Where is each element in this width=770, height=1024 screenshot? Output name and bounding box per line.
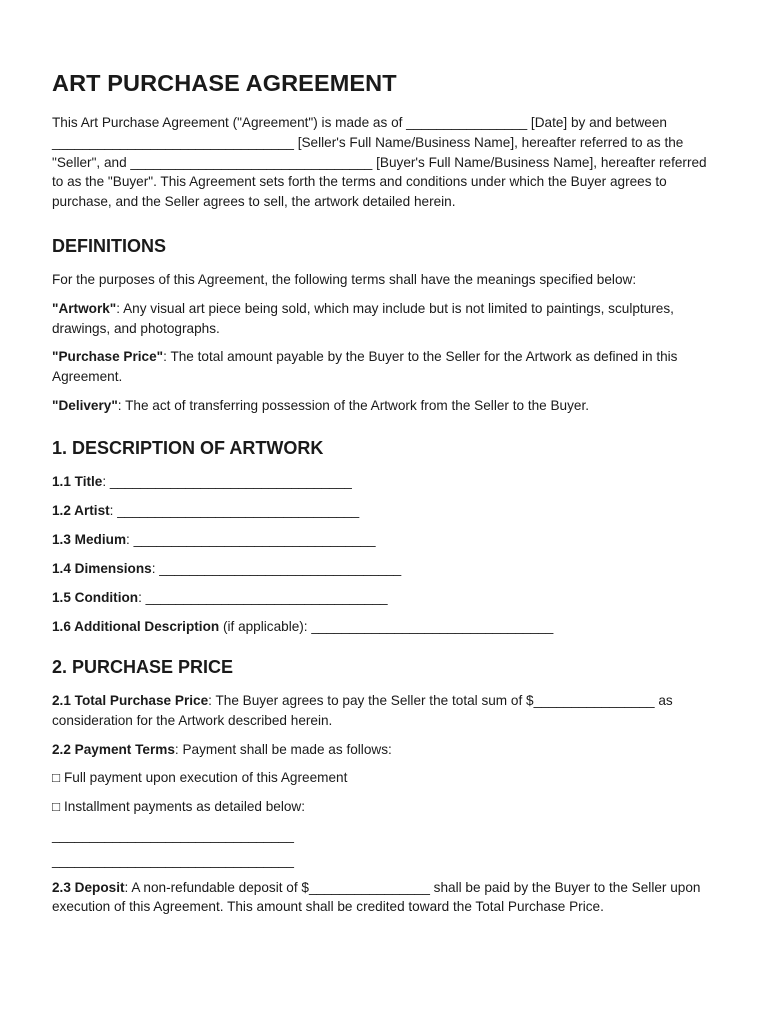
- field-label: 1.5 Condition: [52, 590, 139, 606]
- field-blank: : ________________________________: [126, 531, 376, 547]
- clause-label: 2.1 Total Purchase Price: [52, 693, 209, 709]
- definition-text: : The total amount payable by the Buyer to the Seller for the Artwork as defined in this Agreement.: [52, 349, 678, 385]
- definition-purchase-price: [52, 347, 718, 387]
- installment-blank-line: ________________________________: [52, 828, 294, 844]
- definitions-heading: DEFINITIONS: [52, 235, 167, 256]
- field-label: 1.1 Title: [52, 473, 103, 489]
- clause-label: 2.3 Deposit: [52, 879, 125, 895]
- clause-text: : Payment shall be made as follows:: [174, 741, 392, 757]
- field-label: 1.4 Dimensions: [52, 561, 152, 577]
- description-heading: 1. DESCRIPTION OF ARTWORK: [52, 437, 324, 458]
- field-dimensions: [52, 559, 718, 579]
- clause-payment-terms: [52, 740, 718, 760]
- clause-label: 2.2 Payment Terms: [52, 741, 175, 757]
- clause-text: : A non-refundable deposit of $________________ shall be paid by the Buyer to the Seller upon execution of this Agreement. This amount shall be credited toward the Total Purchase Price.: [52, 879, 701, 915]
- definition-term: "Delivery": [52, 397, 118, 413]
- field-artist: [52, 501, 718, 521]
- definitions-lead: For the purposes of this Agreement, the following terms shall have the meanings specified below:: [52, 271, 637, 287]
- installment-blank-line: ________________________________: [52, 852, 294, 868]
- field-blank: : ________________________________: [151, 561, 402, 577]
- purchase-price-heading: 2. PURCHASE PRICE: [52, 657, 234, 678]
- clause-total-purchase-price: [52, 691, 718, 731]
- field-additional-description: [52, 617, 718, 637]
- intro-paragraph: This Art Purchase Agreement ("Agreement") is made as of ________________ [Date] by and between ________________________________ [Seller's Full Name/Business Name], hereafter referred to as the "Seller", and ________________________________ [Buyer's Full Name/Business Name], hereafter referred to as the "Buyer". This Agreement sets forth the terms and conditions under which the Buyer agrees to purchase, and the Seller agrees to sell, the artwork detailed herein.: [52, 115, 707, 210]
- definition-artwork: [52, 299, 718, 339]
- field-condition: [52, 588, 718, 608]
- definition-delivery: [52, 396, 718, 416]
- definition-text: : Any visual art piece being sold, which may include but is not limited to paintings, sculptures, drawings, and photographs.: [52, 300, 674, 336]
- checkbox-installment-payments[interactable]: □ Installment payments as detailed below:: [52, 799, 306, 815]
- field-title: [52, 472, 718, 492]
- field-blank: : ________________________________: [138, 590, 388, 606]
- definition-term: "Purchase Price": [52, 349, 164, 365]
- checkbox-full-payment[interactable]: □ Full payment upon execution of this Agreement: [52, 770, 348, 786]
- clause-deposit: [52, 878, 718, 918]
- field-label: 1.6 Additional Description: [52, 619, 220, 635]
- page-title: ART PURCHASE AGREEMENT: [52, 70, 397, 96]
- field-medium: [52, 530, 718, 550]
- field-label: 1.3 Medium: [52, 531, 127, 547]
- field-blank: : ________________________________: [102, 473, 352, 489]
- clause-text: : The Buyer agrees to pay the Seller the total sum of $________________ as consideration for the Artwork described herein.: [52, 693, 673, 728]
- field-blank: (if applicable): ________________________________: [219, 619, 554, 635]
- field-label: 1.2 Artist: [52, 502, 110, 518]
- field-blank: : ________________________________: [109, 502, 360, 518]
- definition-text: : The act of transferring possession of the Artwork from the Seller to the Buyer.: [117, 397, 590, 413]
- definition-term: "Artwork": [52, 300, 117, 316]
